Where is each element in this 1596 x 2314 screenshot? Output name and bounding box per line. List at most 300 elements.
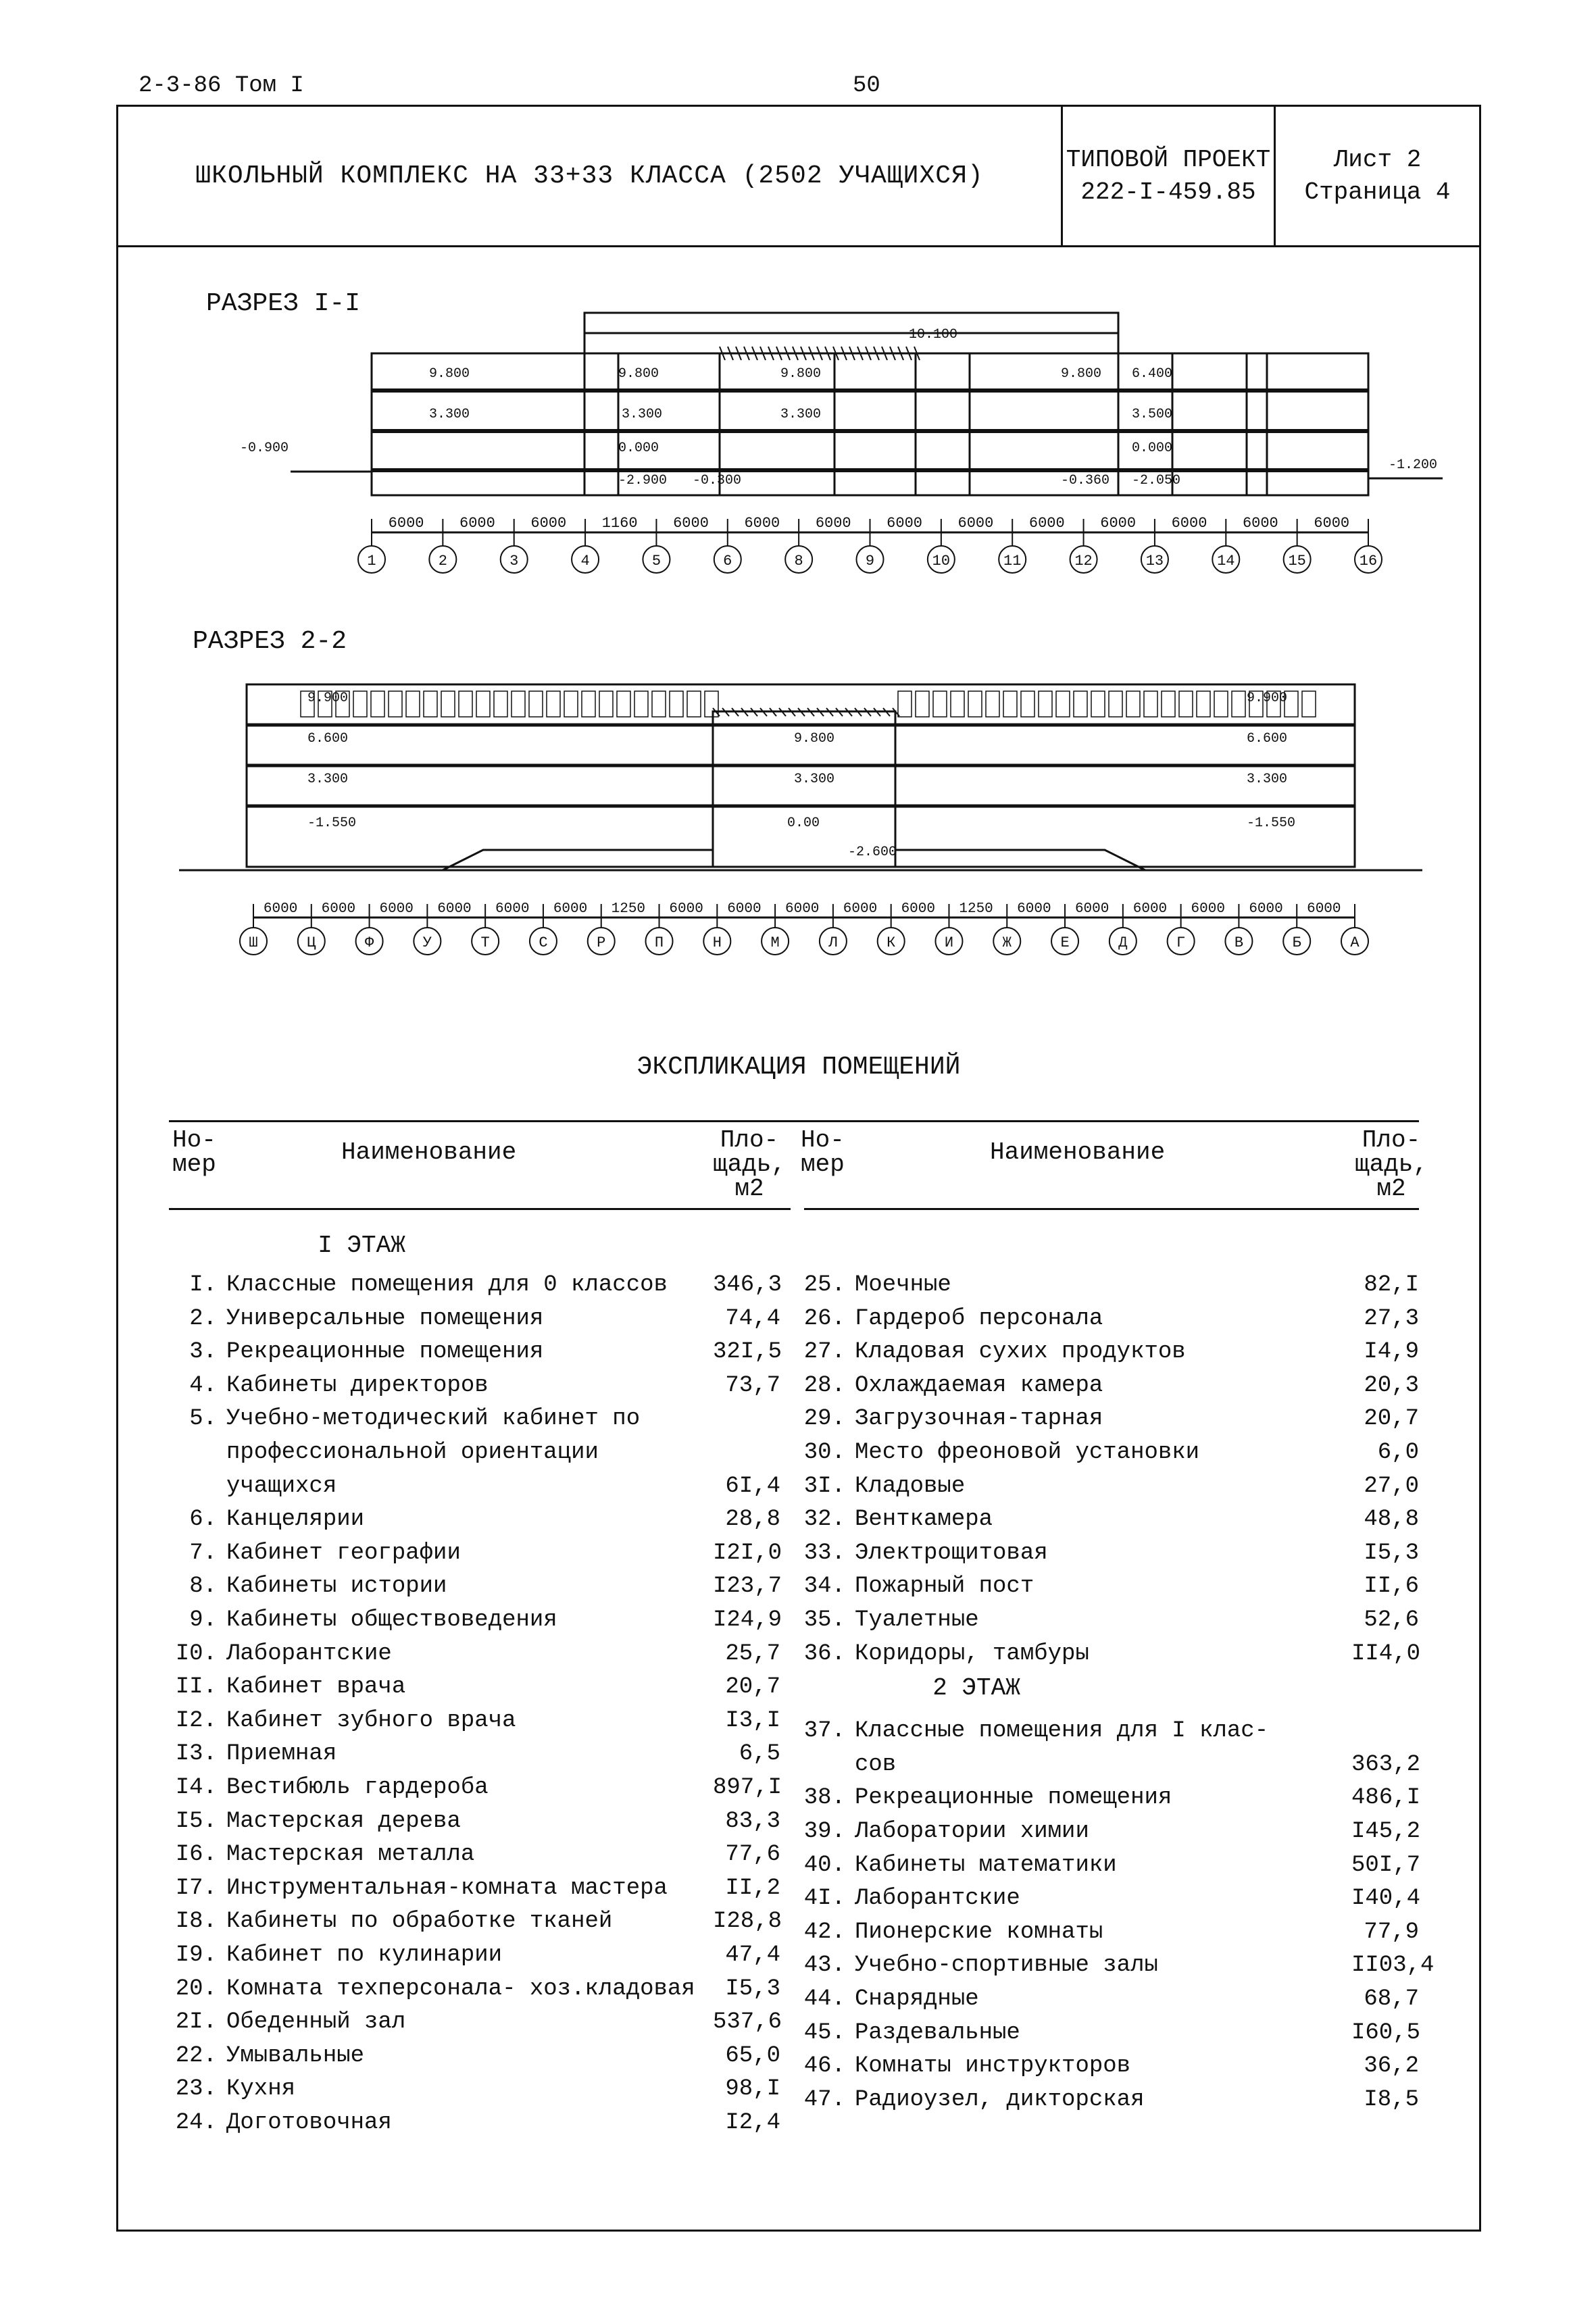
level-mark: 9.800 xyxy=(618,366,659,382)
span-dimension: 6000 xyxy=(495,901,530,917)
level-mark: 3.300 xyxy=(1247,772,1288,787)
room-name: Лаборантские xyxy=(226,1640,392,1667)
room-name: профессиональной ориентации xyxy=(226,1440,599,1465)
header-name: Наименование xyxy=(990,1138,1166,1166)
axis-label: Ж xyxy=(1002,934,1012,951)
room-area: 6,0 xyxy=(1377,1440,1419,1465)
row-number: 27. xyxy=(803,1339,845,1365)
window xyxy=(1126,691,1140,717)
axis-label: 3 xyxy=(509,553,519,570)
span-dimension: 6000 xyxy=(1100,515,1137,532)
header-number: Но- мер xyxy=(801,1126,845,1178)
span-dimension: 6000 xyxy=(901,901,936,917)
row-number: 7. xyxy=(189,1540,217,1566)
window xyxy=(1074,691,1087,717)
row-number: 47. xyxy=(803,2086,845,2113)
room-area: 74,4 xyxy=(725,1305,780,1332)
window xyxy=(1302,691,1316,717)
axis-label: Б xyxy=(1292,934,1301,951)
room-name: Мастерская металла xyxy=(226,1842,475,1868)
project-number-cell xyxy=(1061,107,1276,245)
row-number: I9. xyxy=(175,1942,217,1968)
row-number: 5. xyxy=(189,1406,217,1432)
row-number: 22. xyxy=(175,2042,217,2069)
row-number: I2. xyxy=(175,1707,217,1734)
window xyxy=(441,691,455,717)
row-number: 37. xyxy=(803,1718,845,1744)
row-number: 2. xyxy=(189,1305,217,1332)
room-area: 363,2 xyxy=(1351,1751,1421,1778)
span-dimension: 6000 xyxy=(887,515,922,532)
section-1-drawing xyxy=(118,309,1479,620)
span-dimension: 6000 xyxy=(530,515,567,532)
section-1-label: РАЗРЕЗ I-I xyxy=(206,289,361,318)
span-dimension: 6000 xyxy=(669,901,703,917)
room-area: I8,5 xyxy=(1364,2086,1419,2113)
row-number: 32. xyxy=(803,1507,845,1533)
axis-label: 8 xyxy=(794,553,803,570)
span-dimension: 6000 xyxy=(1017,901,1051,917)
row-number: 25. xyxy=(803,1272,845,1298)
span-dimension: 6000 xyxy=(673,515,709,532)
room-area: 486,I xyxy=(1351,1785,1421,1811)
level-mark: 3.300 xyxy=(429,407,470,422)
window xyxy=(582,691,595,717)
room-name: Кабинет врача xyxy=(226,1674,406,1701)
level-mark: 9.800 xyxy=(429,366,470,382)
room-area: 25,7 xyxy=(725,1640,780,1667)
room-area: 32I,5 xyxy=(713,1339,782,1365)
axis-label: 14 xyxy=(1217,553,1235,570)
axis-label: 4 xyxy=(580,553,590,570)
room-name: Кабинет зубного врача xyxy=(226,1707,516,1734)
row-number: 38. xyxy=(803,1785,845,1811)
sheet-frame xyxy=(116,105,1481,2232)
room-area: I60,5 xyxy=(1351,2019,1421,2046)
level-mark: 6.400 xyxy=(1132,366,1173,382)
room-name: Обеденный зал xyxy=(226,2009,406,2036)
row-number: 40. xyxy=(803,1852,845,1878)
span-dimension: 6000 xyxy=(437,901,472,917)
window xyxy=(459,691,472,717)
span-dimension: 6000 xyxy=(815,515,851,532)
room-name: Классные помещения для I клас- xyxy=(855,1718,1269,1744)
row-number: I3. xyxy=(175,1741,217,1767)
window xyxy=(617,691,630,717)
row-number: 43. xyxy=(803,1953,845,1979)
header-area: Пло- щадь, м2 xyxy=(1355,1126,1428,1203)
room-name: Доготовочная xyxy=(226,2110,392,2136)
level-mark: -2.600 xyxy=(848,845,897,860)
header-area: Пло- щадь, м2 xyxy=(713,1126,787,1203)
window xyxy=(389,691,402,717)
page-label: Страница 4 xyxy=(1304,178,1451,206)
window xyxy=(1214,691,1228,717)
row-number: 29. xyxy=(803,1406,845,1432)
window xyxy=(529,691,543,717)
window xyxy=(951,691,964,717)
section-2-drawing xyxy=(118,668,1479,992)
axis-label: Т xyxy=(480,934,490,951)
room-area: 77,9 xyxy=(1364,1919,1419,1945)
room-area: 68,7 xyxy=(1364,1986,1419,2012)
span-dimension: 6000 xyxy=(1242,515,1278,532)
level-mark: -2.900 xyxy=(618,473,668,488)
project-label: ТИПОВОЙ ПРОЕКТ xyxy=(1066,145,1271,174)
level-mark: -0.900 xyxy=(240,441,289,456)
window xyxy=(670,691,683,717)
room-name: учащихся xyxy=(226,1473,337,1499)
level-mark: 3.300 xyxy=(780,407,822,422)
level-mark: 3.300 xyxy=(794,772,835,787)
row-number: 8. xyxy=(189,1574,217,1600)
level-mark: 3.300 xyxy=(622,407,663,422)
room-name: Венткамера xyxy=(855,1507,993,1533)
axis-label: 12 xyxy=(1074,553,1093,570)
window xyxy=(406,691,420,717)
level-mark: 0.000 xyxy=(618,441,659,456)
span-dimension: 6000 xyxy=(388,515,424,532)
level-mark: 9.900 xyxy=(1247,690,1288,706)
row-number: I8. xyxy=(175,1909,217,1935)
row-number: I5. xyxy=(175,1808,217,1834)
level-mark: 0.00 xyxy=(787,815,820,831)
room-name: Место фреоновой установки xyxy=(855,1440,1200,1465)
row-number: 2I. xyxy=(175,2009,217,2036)
row-number: I. xyxy=(189,1272,217,1298)
span-dimension: 6000 xyxy=(1307,901,1341,917)
row-number: 26. xyxy=(803,1305,845,1332)
room-area: 36,2 xyxy=(1364,2053,1419,2080)
axis-label: 13 xyxy=(1145,553,1164,570)
room-area: 897,I xyxy=(713,1775,782,1801)
room-name: Канцелярии xyxy=(226,1507,365,1533)
span-dimension: 6000 xyxy=(553,901,588,917)
level-mark: 3.300 xyxy=(307,772,349,787)
window xyxy=(512,691,525,717)
axis-label: 10 xyxy=(932,553,951,570)
axis-label: Ш xyxy=(249,934,258,951)
window xyxy=(1162,691,1175,717)
span-dimension: 6000 xyxy=(1249,901,1283,917)
room-area: 537,6 xyxy=(713,2009,782,2036)
room-name: Кабинеты по обработке тканей xyxy=(226,1909,613,1935)
room-area: 65,0 xyxy=(725,2042,780,2069)
window xyxy=(371,691,384,717)
level-mark: -0.360 xyxy=(1061,473,1110,488)
room-area: I24,9 xyxy=(713,1607,782,1633)
room-area: 48,8 xyxy=(1364,1507,1419,1533)
axis-label: К xyxy=(887,934,896,951)
room-area: II,2 xyxy=(725,1875,780,1901)
room-name: Умывальные xyxy=(226,2042,365,2069)
axis-label: И xyxy=(944,934,954,951)
room-name: Кабинеты обществоведения xyxy=(226,1607,557,1633)
row-number: 28. xyxy=(803,1372,845,1399)
span-dimension: 6000 xyxy=(1028,515,1065,532)
level-mark: -1.550 xyxy=(1247,815,1296,831)
axis-label: В xyxy=(1234,934,1244,951)
room-area: I3,I xyxy=(725,1707,780,1734)
axis-label: 15 xyxy=(1288,553,1306,570)
window xyxy=(652,691,666,717)
row-number: 34. xyxy=(803,1574,845,1600)
row-number: 23. xyxy=(175,2076,217,2103)
window xyxy=(916,691,929,717)
axis-label: 5 xyxy=(651,553,662,570)
table-top-rule xyxy=(169,1120,1419,1122)
window xyxy=(986,691,999,717)
room-name: Электрощитовая xyxy=(855,1540,1048,1566)
row-number: 42. xyxy=(803,1919,845,1945)
window xyxy=(968,691,982,717)
room-area: II,6 xyxy=(1364,1574,1419,1600)
table-header-rule-right xyxy=(804,1208,1419,1210)
span-dimension: 6000 xyxy=(263,901,298,917)
axis-label: У xyxy=(422,934,432,951)
level-mark: -0.300 xyxy=(693,473,742,488)
room-area: 50I,7 xyxy=(1351,1852,1421,1878)
room-area: II4,0 xyxy=(1351,1640,1421,1667)
window xyxy=(687,691,701,717)
section-2-label: РАЗРЕЗ 2-2 xyxy=(193,627,347,656)
room-area: 28,8 xyxy=(725,1507,780,1533)
room-name: Лаборантские xyxy=(855,1886,1020,1912)
axis-label: 16 xyxy=(1359,553,1378,570)
room-area: 6I,4 xyxy=(725,1473,780,1499)
room-area: I28,8 xyxy=(713,1909,782,1935)
axis-label: Р xyxy=(597,934,606,951)
section-heading-floor-1: I ЭТАЖ xyxy=(318,1232,405,1259)
window xyxy=(494,691,507,717)
window xyxy=(634,691,648,717)
room-name: Кладовая сухих продуктов xyxy=(855,1339,1186,1365)
row-number: I4. xyxy=(175,1775,217,1801)
room-name: Приемная xyxy=(226,1741,337,1767)
room-name: Кабинеты математики xyxy=(855,1852,1117,1878)
axis-label: Н xyxy=(712,934,722,951)
room-area: 346,3 xyxy=(713,1272,782,1298)
span-dimension: 1160 xyxy=(601,515,638,532)
room-area: 47,4 xyxy=(725,1942,780,1968)
room-name: сов xyxy=(855,1751,897,1778)
row-number: II. xyxy=(175,1674,217,1701)
room-area: I45,2 xyxy=(1351,1819,1421,1844)
span-dimension: 6000 xyxy=(1171,515,1207,532)
room-area: 20,7 xyxy=(725,1674,780,1701)
room-name: Кабинет по кулинарии xyxy=(226,1942,503,1968)
room-area: 98,I xyxy=(725,2076,780,2103)
level-mark: 10.100 xyxy=(909,327,958,343)
span-dimension: 6000 xyxy=(379,901,414,917)
room-area: 6,5 xyxy=(739,1741,780,1767)
axis-label: 11 xyxy=(1003,553,1022,570)
room-name: Универсальные помещения xyxy=(226,1305,544,1332)
row-number: 3. xyxy=(189,1339,217,1365)
room-area: I4,9 xyxy=(1364,1339,1419,1365)
header-number: Но- мер xyxy=(172,1126,216,1178)
room-area: 20,7 xyxy=(1364,1406,1419,1432)
axis-label: 6 xyxy=(723,553,732,570)
row-number: I0. xyxy=(175,1640,217,1667)
room-name: Рекреационные помещения xyxy=(855,1785,1172,1811)
room-area: I40,4 xyxy=(1351,1886,1421,1912)
axis-label: Ц xyxy=(307,934,316,951)
room-area: 27,3 xyxy=(1364,1305,1419,1332)
window xyxy=(1003,691,1017,717)
room-name: Охлаждаемая камера xyxy=(855,1372,1103,1399)
project-code: 222-I-459.85 xyxy=(1080,178,1256,206)
room-name: Снарядные xyxy=(855,1986,979,2012)
room-name: Вестибюль гардероба xyxy=(226,1775,489,1801)
room-name: Загрузочная-тарная xyxy=(855,1406,1103,1432)
level-mark: -1.200 xyxy=(1389,457,1438,473)
table-header-rule-left xyxy=(169,1208,791,1210)
window xyxy=(599,691,613,717)
room-area: 73,7 xyxy=(725,1372,780,1399)
row-number: 35. xyxy=(803,1607,845,1633)
level-mark: 9.800 xyxy=(1061,366,1102,382)
window xyxy=(547,691,560,717)
level-mark: -2.050 xyxy=(1132,473,1181,488)
span-dimension: 6000 xyxy=(957,515,994,532)
room-name: Кабинеты директоров xyxy=(226,1372,489,1399)
span-dimension: 1250 xyxy=(959,901,993,917)
span-dimension: 6000 xyxy=(459,515,495,532)
window xyxy=(1021,691,1034,717)
sheet-number: Лист 2 xyxy=(1333,145,1422,174)
window xyxy=(476,691,490,717)
window xyxy=(424,691,437,717)
row-number: 4I. xyxy=(803,1886,845,1912)
span-dimension: 6000 xyxy=(1132,901,1168,917)
window xyxy=(1179,691,1193,717)
room-name: Пожарный пост xyxy=(855,1574,1034,1600)
room-name: Гардероб персонала xyxy=(855,1305,1103,1332)
room-area: 20,3 xyxy=(1364,1372,1419,1399)
room-name: Мастерская дерева xyxy=(226,1808,461,1834)
row-number: 45. xyxy=(803,2019,845,2046)
room-name: Туалетные xyxy=(855,1607,979,1633)
level-mark: 3.500 xyxy=(1132,407,1173,422)
window xyxy=(1056,691,1070,717)
axis-label: Л xyxy=(828,934,838,951)
row-number: I6. xyxy=(175,1842,217,1868)
span-dimension: 6000 xyxy=(1314,515,1350,532)
room-name: Коридоры, тамбуры xyxy=(855,1640,1089,1667)
row-number: 44. xyxy=(803,1986,845,2012)
room-area: I5,3 xyxy=(1364,1540,1419,1566)
level-mark: 9.900 xyxy=(307,690,349,706)
room-name: Пионерские комнаты xyxy=(855,1919,1103,1945)
span-dimension: 6000 xyxy=(1074,901,1109,917)
row-number: 6. xyxy=(189,1507,217,1533)
axis-label: П xyxy=(654,934,664,951)
document-code: 2-3-86 Том I xyxy=(139,73,304,99)
room-area: 82,I xyxy=(1364,1272,1419,1298)
window xyxy=(353,691,367,717)
span-dimension: 6000 xyxy=(843,901,878,917)
row-number: 9. xyxy=(189,1607,217,1633)
window xyxy=(1091,691,1105,717)
room-name: Комната техперсонала- хоз.кладовая xyxy=(226,1976,695,2002)
room-name: Кладовые xyxy=(855,1473,966,1499)
span-dimension: 6000 xyxy=(727,901,762,917)
row-number: 46. xyxy=(803,2053,845,2080)
level-mark: 9.800 xyxy=(794,731,835,747)
axis-label: 2 xyxy=(438,553,447,570)
room-name: Кабинет географии xyxy=(226,1540,461,1566)
room-name: Моечные xyxy=(855,1272,951,1298)
axis-label: Ф xyxy=(364,934,374,951)
room-name: Раздевальные xyxy=(855,2019,1020,2046)
room-area: 52,6 xyxy=(1364,1607,1419,1633)
row-number: 33. xyxy=(803,1540,845,1566)
window xyxy=(1197,691,1210,717)
level-mark: -1.550 xyxy=(307,815,357,831)
level-mark: 6.600 xyxy=(1247,731,1288,747)
room-area: I23,7 xyxy=(713,1574,782,1600)
span-dimension: 6000 xyxy=(1191,901,1225,917)
axis-label: Г xyxy=(1176,934,1186,951)
window xyxy=(898,691,912,717)
axis-label: Д xyxy=(1118,934,1128,951)
room-area: I5,3 xyxy=(725,1976,780,2002)
span-dimension: 1250 xyxy=(611,901,646,917)
room-name: Учебно-спортивные залы xyxy=(855,1953,1158,1979)
sheet-cell xyxy=(1276,107,1479,245)
explication-title: ЭКСПЛИКАЦИЯ ПОМЕЩЕНИЙ xyxy=(637,1053,961,1082)
room-area: I2I,0 xyxy=(713,1540,782,1566)
room-name: Лаборатории химии xyxy=(855,1819,1089,1844)
level-mark: 0.000 xyxy=(1132,441,1173,456)
row-number: 39. xyxy=(803,1819,845,1844)
window xyxy=(1109,691,1122,717)
room-area: II03,4 xyxy=(1351,1953,1435,1979)
room-name: Радиоузел, дикторская xyxy=(855,2086,1145,2113)
span-dimension: 6000 xyxy=(744,515,780,532)
span-dimension: 6000 xyxy=(785,901,820,917)
row-number: 30. xyxy=(803,1440,845,1465)
room-name: Инструментальная-комната мастера xyxy=(226,1875,668,1901)
level-mark: 9.800 xyxy=(780,366,822,382)
section-heading-floor-2: 2 ЭТАЖ xyxy=(932,1674,1020,1703)
row-number: I7. xyxy=(175,1875,217,1901)
room-name: Кабинеты истории xyxy=(226,1574,447,1600)
room-name: Классные помещения для 0 классов xyxy=(226,1272,668,1298)
row-number: 36. xyxy=(803,1640,845,1667)
room-name: Рекреационные помещения xyxy=(226,1339,544,1365)
axis-label: 9 xyxy=(865,553,875,570)
level-mark: 6.600 xyxy=(307,731,349,747)
room-name: Комнаты инструкторов xyxy=(855,2053,1131,2080)
axis-label: Е xyxy=(1060,934,1070,951)
room-area: I2,4 xyxy=(725,2110,780,2136)
room-name: Кухня xyxy=(226,2076,296,2103)
document-title: ШКОЛЬНЫЙ КОМПЛЕКС НА 33+33 КЛАССА (2502 УЧАЩИХСЯ) xyxy=(195,161,984,191)
axis-label: А xyxy=(1350,934,1360,951)
page-number: 50 xyxy=(853,73,880,99)
title-block xyxy=(118,107,1479,247)
window xyxy=(564,691,578,717)
room-area: 77,6 xyxy=(725,1842,780,1868)
window xyxy=(1232,691,1245,717)
room-name: Учебно-методический кабинет по xyxy=(226,1406,641,1432)
room-area: 83,3 xyxy=(725,1808,780,1834)
row-number: 3I. xyxy=(803,1473,845,1499)
row-number: 24. xyxy=(175,2110,217,2136)
room-area: 27,0 xyxy=(1364,1473,1419,1499)
